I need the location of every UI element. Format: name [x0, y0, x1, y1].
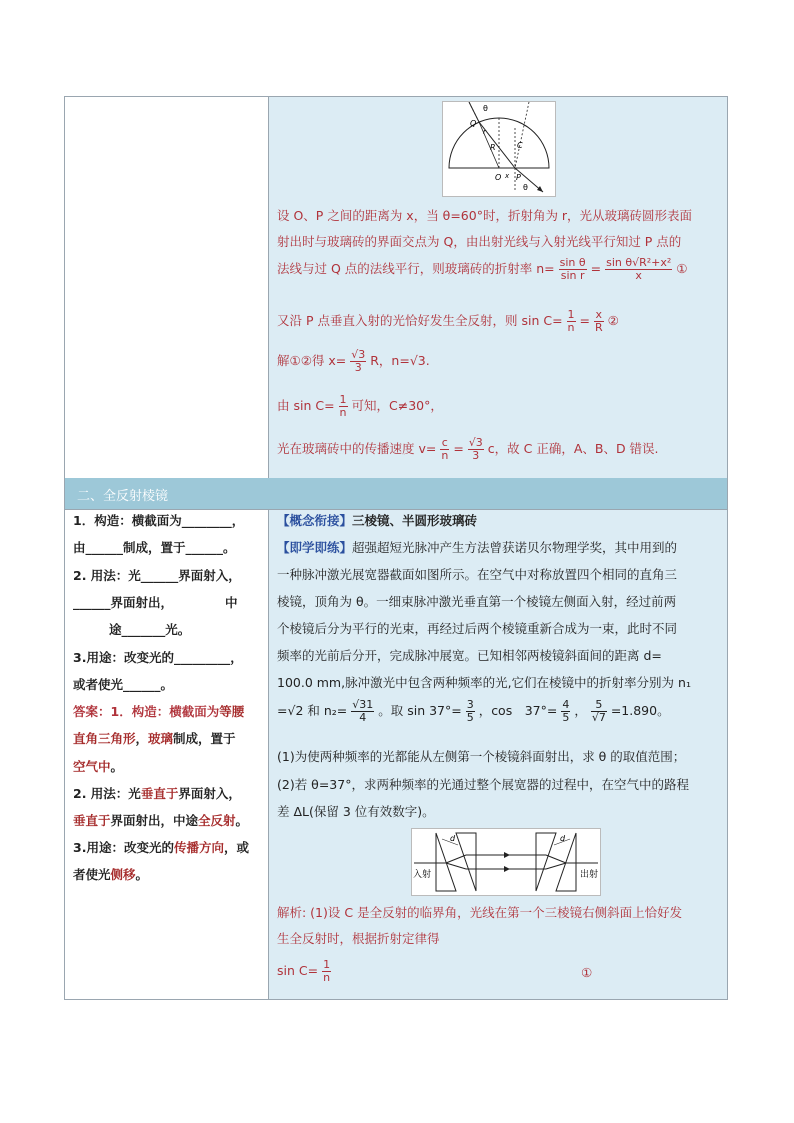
left-q-purpose-2: 或者使光______。 [73, 677, 174, 692]
fraction: $\frac{√31}{4}$ [352, 698, 374, 724]
left-q-purpose: 3.用途：改变光的_________， [73, 650, 243, 665]
analysis-line: 生全反射时，根据折射定律得 [277, 931, 440, 946]
label-d-left: d [450, 834, 456, 843]
prism-diagram [412, 829, 600, 895]
label-R: R [490, 143, 496, 152]
left-answer-2: 直角三角形，玻璃制成，置于 [73, 731, 236, 746]
fraction: $\frac{√3}{3}$ [468, 436, 483, 462]
solution-line-total-reflection: 又沿 P 点垂直入射的光恰好发生全反射，则 sin C= $\frac{1}{n}$ = $\frac{x}{R}$ ② [277, 308, 619, 334]
section-title: 二、全反射棱镜 [77, 489, 169, 504]
label-theta-top: θ [483, 104, 488, 113]
fraction: $\frac{\text{sin θ√R²+x²}}{x}$ [606, 256, 672, 282]
question-line: 棱镜，顶角为 θ。一细束脉冲激光垂直第一个棱镜左侧面入射，经过前两 [277, 594, 677, 609]
fraction: $\frac{5}{√7}$ [591, 698, 606, 724]
fraction: $\frac{1}{n}$ [323, 958, 331, 984]
semicircle-figure [442, 101, 556, 197]
question-part-1: (1)为使两种频率的光都能从左侧第一个棱镜斜面射出，求 θ 的取值范围； [277, 749, 686, 764]
label-P: P [516, 173, 521, 182]
solution-line: 射出时与玻璃砖的界面交点为 Q，由出射光线与入射光线平行知过 P 点的 [277, 234, 682, 249]
column-divider-top [268, 97, 269, 478]
fraction: $\frac{3}{5}$ [466, 698, 474, 724]
fraction: $\frac{c}{n}$ [441, 436, 449, 462]
left-q-usage-mid: 途_______光。 [109, 622, 191, 637]
concept-link: 【概念衔接】三棱镜、半圆形玻璃砖 [277, 513, 478, 528]
left-answer-4: 2. 用法：光垂直于界面射入， [73, 786, 241, 801]
label-x: x [505, 172, 510, 180]
fraction: $\frac{\text{sin θ}}{\text{sin r}}$ [559, 256, 586, 282]
question-line: 频率的光前后分开，完成脉冲展宽。已知相邻两棱镜斜面间的距离 d= [277, 648, 662, 663]
prism-figure [411, 828, 601, 896]
analysis-line: 解析: (1)设 C 是全反射的临界角，光线在第一个三棱镜右侧斜面上恰好发 [277, 905, 683, 920]
label-theta-bottom: θ [523, 183, 528, 192]
question-line: 一种脉冲激光展宽器截面如图所示。在空气中对称放置四个相同的直角三 [277, 567, 678, 582]
solution-line-critical: 由 sin C= $\frac{1}{n}$ 可知，C≠30°， [277, 393, 443, 419]
solution-line: 设 O、P 之间的距离为 x，当 θ=60°时，折射角为 r，光从玻璃砖圆形表面 [277, 208, 693, 223]
label-C: C [517, 141, 523, 150]
row-divider [65, 509, 727, 510]
left-q-usage-exit: ______界面射出， 中 [73, 595, 238, 610]
question-part-2: (2)若 θ=37°，求两种频率的光通过整个展宽器的过程中，在空气中的路程 [277, 777, 689, 792]
section-header [65, 478, 727, 509]
semicircle-diagram [443, 102, 555, 196]
equation-mark: ② [607, 313, 619, 328]
question-line: 100.0 mm,脉冲激光中包含两种频率的光,它们在棱镜中的折射率分别为 n₁ [277, 675, 691, 690]
fraction: $\frac{x}{R}$ [594, 308, 603, 334]
content-table [64, 96, 728, 1000]
fraction: $\frac{4}{5}$ [562, 698, 570, 724]
equation-mark: ① [581, 965, 593, 980]
question-line: 个棱镜后分为平行的光束，再经过后两个棱镜重新合成为一束，此时不同 [277, 621, 678, 636]
label-d-right: d [560, 834, 566, 843]
equation-mark: ① [676, 261, 688, 276]
solution-line-speed: 光在玻璃砖中的传播速度 v= $\frac{c}{n}$ = $\frac{√3}{3}$ c，故 C 正确，A、B、D 错误. [277, 436, 659, 462]
solution-line-result: 解①②得 x= $\frac{√3}{3}$ R，n=√3. [277, 348, 430, 374]
solution-text: 法线与过 Q 点的法线平行，则玻璃砖的折射率 n= [277, 261, 555, 276]
left-q-usage: 2. 用法：光______界面射入， [73, 568, 241, 583]
left-answer-7: 者使光侧移。 [73, 867, 149, 882]
solution-line-refraction: 法线与过 Q 点的法线平行，则玻璃砖的折射率 n= $\frac{\text{sin θ}}{\text{sin r}}$ = $\frac{\text{sin θ√R²+x²}}{x}$ ① [277, 256, 688, 282]
left-answer-6: 3.用途：改变光的传播方向，或 [73, 840, 249, 855]
analysis-equation: sin C= $\frac{1}{n}$ ① [277, 958, 593, 984]
column-divider-bottom [268, 509, 269, 999]
fraction: $\frac{√3}{3}$ [351, 348, 366, 374]
label-exit: 出射 [580, 870, 599, 880]
left-q-material: 由______制成，置于______。 [73, 540, 236, 555]
label-O: O [495, 173, 502, 182]
question-part-2-cont: 差 ΔL(保留 3 位有效数字)。 [277, 804, 435, 819]
label-incident: 入射 [413, 870, 432, 880]
left-answer-3: 空气中。 [73, 759, 124, 774]
question-line-values: =√2 和 n₂= $\frac{√31}{4}$ 。取 sin 37°= $\frac{3}{5}$ ，cos 37°= $\frac{4}{5}$ ， $\frac{5}{√7}$ =1.890。 [277, 698, 670, 724]
practice-line: 【即学即练】超强超短光脉冲产生方法曾获诺贝尔物理学奖，其中用到的 [277, 540, 678, 555]
left-answer-5: 垂直于界面射出，中途全反射。 [73, 813, 249, 828]
fraction: $\frac{1}{n}$ [339, 393, 347, 419]
label-Q: Q [470, 119, 477, 128]
fraction: $\frac{1}{n}$ [567, 308, 575, 334]
left-answer-1: 答案：1．构造：横截面为等腰 [73, 704, 245, 719]
label-r: r [483, 128, 486, 136]
left-q-structure: 1．构造：横截面为________， [73, 513, 245, 528]
